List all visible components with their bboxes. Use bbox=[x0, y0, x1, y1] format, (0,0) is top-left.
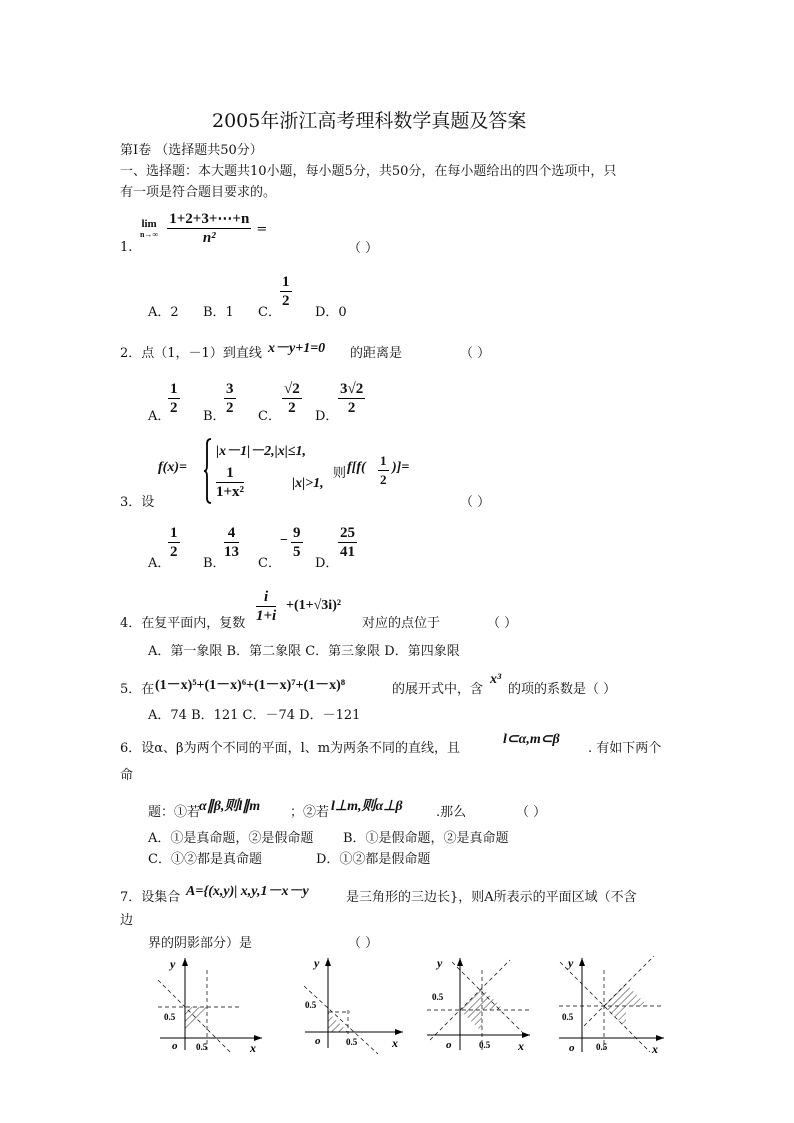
q7c-y-tick: 0.5 bbox=[432, 992, 444, 1002]
q4-options[interactable]: A．第一象限 B．第二象限 C．第三象限 D．第四象限 bbox=[148, 644, 460, 659]
section-heading: 第Ⅰ卷 （选择题共50分） bbox=[120, 143, 263, 158]
q1-fraction bbox=[167, 210, 251, 247]
q7a-origin: o bbox=[172, 1040, 178, 1052]
q7c-y-label: y bbox=[437, 956, 443, 970]
q7c-x-label: x bbox=[518, 1039, 524, 1053]
q3-option-d-label[interactable]: D． bbox=[315, 556, 339, 571]
q3-case-1: |x－1|－2,|x|≤1, bbox=[216, 444, 307, 459]
q1-lim: lim bbox=[141, 218, 157, 230]
q2-c-den: 2 bbox=[288, 400, 296, 416]
q5-expression: (1－x)⁵+(1－x)⁶+(1－x)⁷+(1－x)⁸ bbox=[155, 678, 346, 693]
q3-composite-expr: f[f( bbox=[347, 460, 366, 475]
q3-composite-end: )]= bbox=[392, 460, 410, 475]
q3-b-num: 4 bbox=[224, 524, 239, 543]
q1-lim-sub: n→∞ bbox=[140, 230, 159, 239]
q3-option-a-label[interactable]: A． bbox=[148, 556, 171, 571]
q4-answer-bracket: （ ） bbox=[487, 616, 518, 631]
q3-function-name: f(x)= bbox=[158, 460, 187, 475]
q1-expression bbox=[140, 210, 267, 247]
q1-c-denominator: 2 bbox=[282, 293, 290, 309]
q7-line-2: 边 bbox=[120, 913, 134, 928]
q4-text-end: 对应的点位于 bbox=[362, 616, 441, 631]
q3-answer-bracket: （ ） bbox=[460, 495, 491, 510]
q2-a-den: 2 bbox=[170, 400, 178, 416]
q7b-x-label: x bbox=[392, 1036, 398, 1050]
q6-line-3a: 题：①若 bbox=[148, 805, 201, 820]
q4-text: 4．在复平面内，复数 bbox=[120, 616, 246, 631]
q5-x-cubed: x³ bbox=[490, 672, 502, 687]
q3-option-c-fraction bbox=[291, 524, 303, 561]
q3-then: 则 bbox=[333, 466, 347, 481]
q6-option-a[interactable]: A．①是真命题，②是假命题 bbox=[148, 831, 314, 846]
q2-option-c-fraction bbox=[282, 380, 302, 417]
q3-c-den: 5 bbox=[293, 544, 301, 560]
q2-c-num: √2 bbox=[284, 381, 300, 397]
q3-text: 3．设 bbox=[120, 495, 155, 510]
instructions-line-1: 一、选择题：本大题共10小题，每小题5分，共50分，在每小题给出的四个选项中，只 bbox=[120, 164, 617, 179]
q3-case2-num: 1 bbox=[216, 464, 244, 483]
q3-option-b-label[interactable]: B． bbox=[203, 556, 226, 571]
q2-option-b-fraction bbox=[224, 380, 236, 417]
q7d-x-label: x bbox=[652, 1042, 658, 1056]
q5-text: 5．在 bbox=[120, 682, 155, 697]
q3-d-den: 41 bbox=[340, 544, 355, 560]
q7b-y-tick: 0.5 bbox=[305, 1000, 317, 1010]
q2-option-b-label[interactable]: B． bbox=[203, 409, 226, 424]
q5-options[interactable]: A．74 B．121 C．－74 D．－121 bbox=[148, 708, 361, 723]
q7d-y-label: y bbox=[568, 956, 574, 970]
q7-diagram-c[interactable] bbox=[422, 950, 542, 1060]
q7a-y-tick: 0.5 bbox=[164, 1012, 176, 1022]
q7-diagram-d[interactable] bbox=[554, 950, 674, 1060]
q2-a-num: 1 bbox=[170, 381, 178, 397]
q3-option-b-fraction bbox=[224, 524, 239, 561]
q6-option-b[interactable]: B．①是假命题，②是真命题 bbox=[343, 831, 509, 846]
q3-d-num: 25 bbox=[340, 525, 355, 541]
q7-text: 7．设集合 bbox=[120, 890, 181, 905]
q7c-x-tick: 0.5 bbox=[479, 1040, 491, 1050]
q3-option-c-label[interactable]: C． bbox=[258, 556, 281, 571]
q2-line-equation: x－y+1=0 bbox=[268, 341, 326, 356]
q3-b-den: 13 bbox=[224, 544, 239, 560]
q7-diagram-b[interactable] bbox=[300, 950, 415, 1060]
instructions-line-2: 有一项是符合题目要求的。 bbox=[120, 185, 277, 200]
q7a-y-label: y bbox=[170, 957, 176, 971]
q7b-x-tick: 0.5 bbox=[346, 1037, 358, 1047]
q4-den: 1+i bbox=[256, 608, 277, 624]
q1-c-numerator: 1 bbox=[282, 274, 290, 290]
q3-option-a-fraction bbox=[168, 524, 180, 561]
q3-a-den: 2 bbox=[170, 544, 178, 560]
q5-text-end: 的项的系数是（ ） bbox=[508, 682, 617, 697]
q7c-origin: o bbox=[446, 1039, 452, 1051]
q6-line-1: 6．设α、β为两个不同的平面，l、m为两条不同的直线，且 bbox=[120, 741, 461, 756]
q4-num: i bbox=[256, 588, 276, 607]
q6-expr-2: α∥β,则l∥m bbox=[199, 799, 261, 814]
q6-expr-3: l⊥m,则α⊥β bbox=[331, 799, 403, 814]
q2-text: 2．点（1，－1）到直线 bbox=[120, 346, 262, 361]
q6-option-d[interactable]: D．①②都是假命题 bbox=[316, 852, 431, 867]
q2-option-c-label[interactable]: C． bbox=[258, 409, 281, 424]
q7a-x-label: x bbox=[250, 1041, 256, 1055]
q2-b-den: 2 bbox=[226, 400, 234, 416]
q2-option-a-label[interactable]: A． bbox=[148, 409, 171, 424]
q6-answer-bracket: （ ） bbox=[516, 805, 547, 820]
q2-d-den: 2 bbox=[347, 400, 356, 416]
q7d-origin: o bbox=[569, 1042, 575, 1054]
q7d-x-tick: 0.5 bbox=[596, 1042, 608, 1052]
q1-option-d[interactable]: D．0 bbox=[315, 305, 347, 320]
q2-b-num: 3 bbox=[226, 381, 234, 397]
q7-set-expression: A={(x,y)| x,y,1－x－y bbox=[186, 884, 309, 899]
q6-line-3c: .那么 bbox=[436, 805, 467, 820]
q6-line-2: 命 bbox=[120, 768, 134, 783]
q6-expr-1: l⊂α,m⊂β bbox=[503, 732, 560, 747]
q2-option-a-fraction bbox=[168, 380, 180, 417]
q2-answer-bracket: （ ） bbox=[460, 346, 491, 361]
q3-half-num: 1 bbox=[378, 452, 389, 471]
q3-case2-den: 1+x² bbox=[216, 484, 245, 500]
q3-a-num: 1 bbox=[170, 525, 178, 541]
q3-half-fraction bbox=[378, 452, 389, 489]
q3-half-den: 2 bbox=[380, 472, 387, 487]
q7b-origin: o bbox=[315, 1035, 321, 1047]
q1-equals: = bbox=[256, 222, 268, 237]
q4-fraction bbox=[256, 588, 276, 625]
q7b-y-label: y bbox=[314, 956, 320, 970]
q7a-x-tick: 0.5 bbox=[196, 1042, 208, 1052]
q3-c-num: 9 bbox=[293, 525, 301, 541]
q7-answer-bracket: （ ） bbox=[348, 936, 379, 951]
q3-option-c-sign: − bbox=[280, 533, 288, 548]
q1-option-a[interactable]: A．2 bbox=[148, 305, 179, 320]
q2-option-d-fraction bbox=[338, 380, 365, 417]
q1-option-b[interactable]: B．1 bbox=[203, 305, 234, 320]
q5-text-mid: 的展开式中，含 bbox=[392, 682, 484, 697]
q2-option-d-label[interactable]: D． bbox=[315, 409, 339, 424]
q2-d-num: 3√2 bbox=[340, 381, 364, 397]
q7-diagram-a[interactable] bbox=[150, 950, 275, 1060]
q6-option-c[interactable]: C．①②都是真命题 bbox=[148, 852, 262, 867]
q7d-y-tick: 0.5 bbox=[562, 1012, 574, 1022]
q3-option-d-fraction bbox=[338, 524, 357, 561]
q7-text-2: 是三角形的三边长}，则A所表示的平面区域（不含 bbox=[346, 890, 637, 905]
q1-option-c-fraction bbox=[280, 273, 292, 310]
q3-case-2-condition: |x|>1, bbox=[292, 476, 324, 491]
q3-case-2-fraction bbox=[216, 464, 244, 501]
q1-denominator: n² bbox=[202, 230, 216, 246]
q2-text-end: 的距离是 bbox=[350, 346, 403, 361]
q6-line-1-end: . 有如下两个 bbox=[588, 741, 662, 756]
q6-line-3b: ；②若 bbox=[290, 805, 330, 820]
q1-numerator: 1+2+3+⋯+n bbox=[169, 211, 250, 227]
q1-answer-bracket: （ ） bbox=[348, 241, 379, 256]
q7-line-3: 界的阴影部分）是 bbox=[148, 936, 253, 951]
q1-number: 1. bbox=[120, 240, 133, 255]
q1-option-c[interactable]: C． bbox=[258, 305, 281, 320]
page-title: 2005年浙江高考理科数学真题及答案 bbox=[212, 110, 527, 132]
q4-expression: +(1+√3i)² bbox=[286, 598, 342, 613]
q3-brace bbox=[204, 438, 212, 504]
